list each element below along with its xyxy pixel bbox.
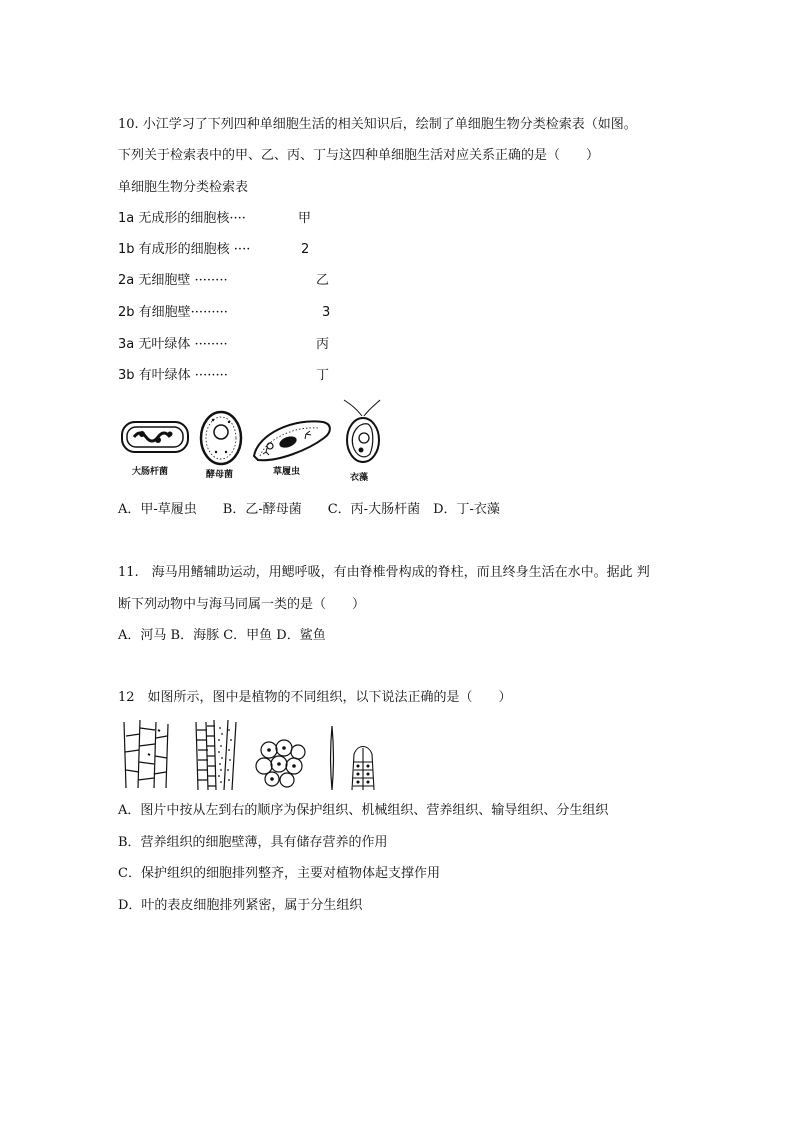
key-row (118, 368, 228, 384)
key-result: 乙 (316, 273, 330, 288)
key-text: 无成形的细胞核···· (138, 211, 246, 226)
e-coli-drawing (122, 422, 188, 477)
mechanical-tissue-drawing (331, 726, 334, 790)
q10-options: A．甲-草履虫 B．乙-酵母菌 C．丙-大肠杆菌 D．丁-衣藻 (118, 502, 500, 517)
paramecium-drawing (254, 421, 330, 477)
key-row (118, 337, 228, 353)
key-code: 3a (118, 337, 135, 352)
q12-line-1: 12 如图所示，图中是植物的不同组织，以下说法正确的是（ ） (118, 690, 512, 705)
key-row (118, 211, 246, 227)
q12-option-a: A．图片中按从左到右的顺序为保护组织、机械组织、营养组织、输导组织、分生组织 (118, 803, 609, 818)
organism-label: 草履虫 (273, 467, 301, 477)
organism-label: 大肠杆菌 (132, 467, 169, 477)
q11-line-1: 11. 海马用鳍辅助运动，用鳃呼吸，有由脊椎骨构成的脊柱，而且终身生活在水中。据此 判 (118, 565, 650, 580)
q12-option-b: B．营养组织的细胞壁薄，具有储存营养的作用 (118, 835, 388, 850)
key-text: 有叶绿体 ········ (138, 368, 228, 383)
chlamydomonas-drawing (344, 400, 380, 483)
key-code: 1a (118, 211, 135, 226)
plant-tissues-figure (118, 718, 388, 792)
key-table-title: 单细胞生物分类检索表 (118, 180, 249, 195)
key-result: 3 (322, 305, 331, 320)
key-result: 丙 (316, 337, 330, 352)
organism-label: 衣藻 (350, 473, 369, 483)
key-text: 无细胞壁 ········ (138, 273, 228, 288)
key-text: 无叶绿体 ········ (138, 337, 228, 352)
key-code: 2b (118, 305, 135, 320)
key-result: 丁 (316, 368, 330, 383)
protective-tissue-drawing (124, 720, 168, 788)
key-code: 3b (118, 368, 135, 383)
conducting-tissue-drawing (196, 720, 236, 790)
key-text: 有成形的细胞核 ···· (138, 242, 251, 257)
key-code: 2a (118, 273, 135, 288)
q12-option-c: C．保护组织的细胞排列整齐，主要对植物体起支撑作用 (118, 866, 440, 881)
q11-line-2: 断下列动物中与海马同属一类的是（ ） (118, 597, 366, 612)
meristem-tissue-drawing (352, 747, 374, 791)
key-row (118, 305, 228, 321)
q10-line-2: 下列关于检索表中的甲、乙、丙、丁与这四种单细胞生活对应关系正确的是（ ） (118, 148, 600, 163)
q12-option-d: D．叶的表皮细胞排列紧密，属于分生组织 (118, 898, 363, 913)
key-result: 2 (301, 242, 310, 257)
yeast-drawing (201, 412, 241, 480)
key-text: 有细胞壁········· (138, 305, 228, 320)
organism-label: 酵母菌 (206, 470, 234, 480)
key-code: 1b (118, 242, 135, 257)
key-row (118, 242, 250, 258)
organisms-figure (118, 398, 388, 486)
nutrient-tissue-drawing (256, 740, 305, 787)
key-row (118, 273, 228, 289)
q10-line-1: 10. 小江学习了下列四种单细胞生活的相关知识后，绘制了单细胞生物分类检索表（如图。 (118, 117, 637, 132)
q11-options: A．河马 B．海豚 C．甲鱼 D．鲨鱼 (118, 628, 326, 643)
key-result: 甲 (298, 211, 312, 226)
